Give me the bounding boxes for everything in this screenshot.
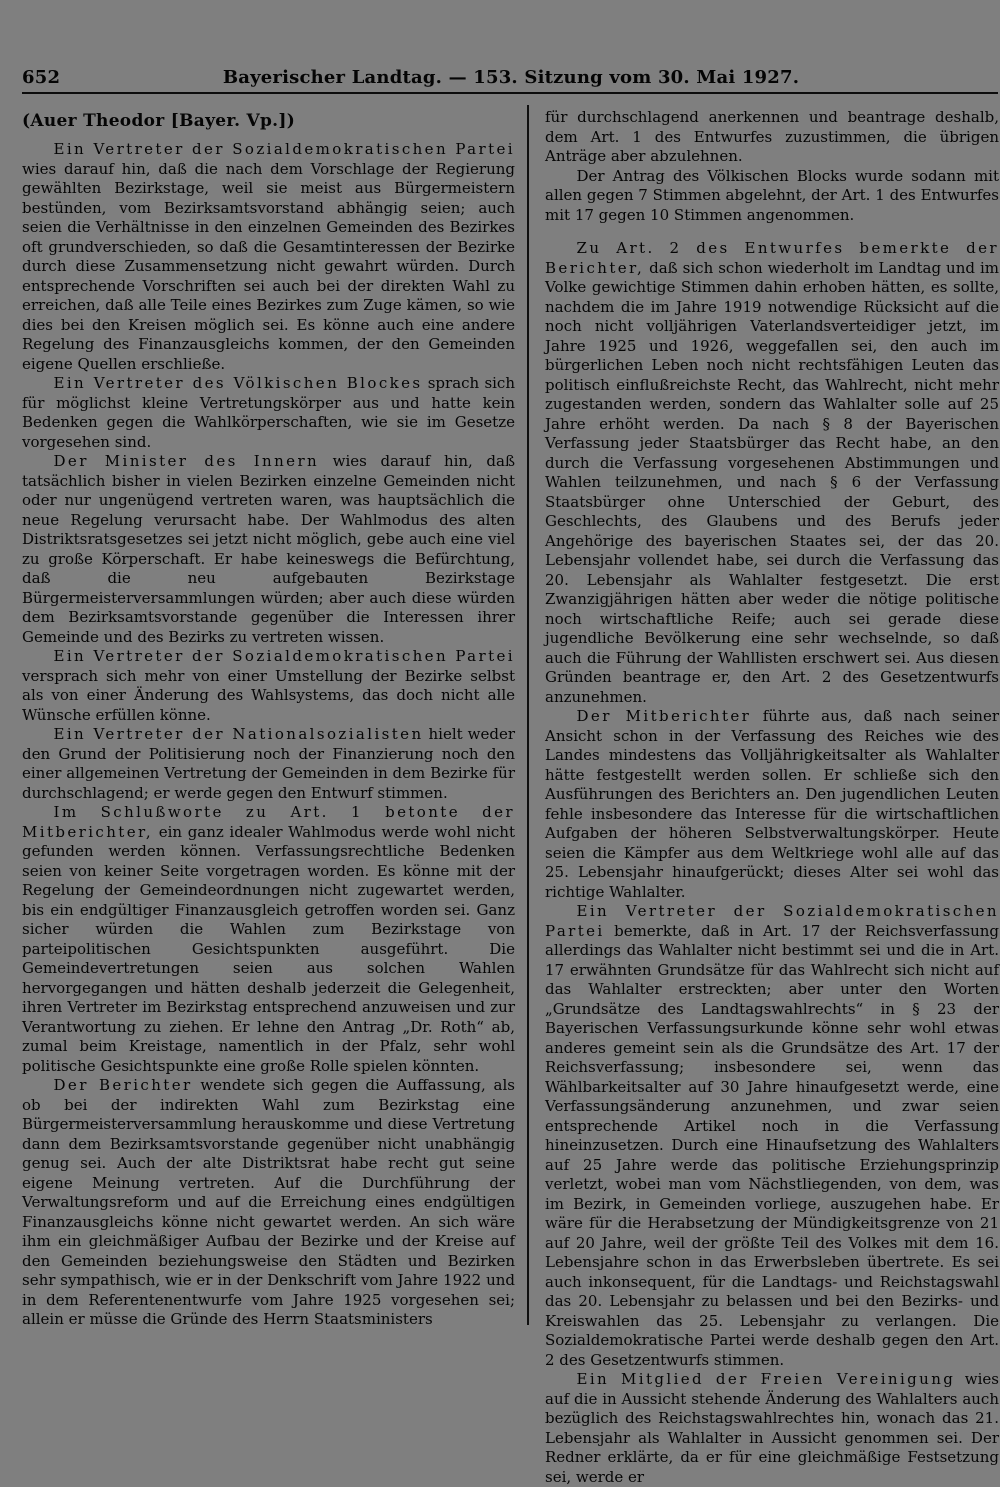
paragraph-text: bemerkte, daß in Art. 17 der Reichsverfassung allerdings das Wahlalter nicht bestimmt sei und die in Art. 17 erwähnten Grundsätze für das Wahlrecht sich nicht auf das Wahlalter erstreckten; aber unter den Worten „Grundsätze des Landtagswahlrechts“ in § 23 der Bayerischen Verfassungsurkunde könne sehr wohl etwas anderes gemeint sein als die Grundsätze des Art. 17 der Reichsverfassung; insbesondere sei, wenn das Wählbarkeitsalter auf 30 Jahre hinaufgesetzt werde, eine Verfassungsänderung anzunehmen, und zwar seien entsprechende Artikel noch in die Verfassung hineinzusetzen. Durch eine Hinaufsetzung des Wahlalters auf 25 Jahre werde das politische Erziehungsprinzip verletzt, wobei man vom Nächstliegenden, von dem, was im Bezirk, in Gemeinden vorliege, auszugehen habe. Er wäre für die Herabsetzung der Mündigkeitsgrenze von 21 auf 20 Jahre, weil der größte Teil des Volkes mit dem 16. Lebensjahre schon in das Erwerbsleben übertrete. Es sei auch inkonsequent, für die Landtags- und Reichstagswahl das 20. Lebensjahr zu belassen und bei den Bezirks- und Kreiswahlen das 25. Lebensjahr zu verlangen. Die Sozialdemokratische Partei werde deshalb gegen den Art. 2 des Gesetzentwurfs stimmen. xyxy=(545,921,999,1369)
paragraph-text: ein ganz idealer Wahlmodus werde wohl nicht gefunden werden können. Verfassungsrechtliche Bedenken seien von keiner Seite vorgetragen worden. Es könne mit der Regelung der Gemeindeordnungen nicht zugewartet werden, bis ein endgültiger Finanzausgleich getroffen worden sei. Ganz sicher würden die Wahlen zum Bezirkstage von parteipolitischen Gesichtspunkten ausgeführt. Die Gemeindevertretungen seien aus solchen Wahlen hervorgegangen und hätten deshalb jederzeit die Gelegenheit, ihren Vertreter im Bezirkstag entsprechend anzuweisen und zur Verantwortung zu ziehen. Er lehne den Antrag „Dr. Roth“ ab, zumal beim Kreistage, namentlich in der Pfalz, sehr wohl politische Gesichtspunkte eine große Rolle spielen könnten. xyxy=(22,822,515,1075)
paragraph-text: wendete sich gegen die Auffassung, als ob bei der indirekten Wahl zum Bezirkstag eine Bürgermeisterversammlung herauskomme und diese Vertretung dann dem Bezirksamtsvorstande gegenüber nicht unabhängig genug sei. Auch der alte Distriktsrat habe recht gut seine eigene Meinung vertreten. Auf die Durchführung der Verwaltungsreform und auf die Erreichung eines endgültigen Finanzausgleichs könne nicht gewartet werden. An sich wäre ihm ein gleichmäßiger Aufbau der Bezirke und der Kreise auf den Gemeinden beziehungsweise den Städten und Bezirken sehr sympathisch, wie er in der Denkschrift vom Jahre 1922 und in dem Referentenentwurfe vom Jahre 1925 vorgesehen sei; allein er müsse die Gründe des Herrn Staatsministers xyxy=(22,1076,515,1328)
paragraph xyxy=(22,1076,515,1330)
running-header xyxy=(22,62,1000,94)
paragraph-lead: Ein Vertreter der Sozialdemokratischen Partei xyxy=(53,647,515,665)
paragraph xyxy=(545,108,999,167)
header-rule xyxy=(22,92,998,94)
paragraph-text: wies darauf hin, daß tatsächlich bisher in vielen Bezirken einzelne Gemeinden nicht oder nur ungenügend vertreten waren, was hauptsächlich die neue Regelung verursacht habe. Der Wahlmodus des alten Distriktsratsgesetzes sei jetzt nicht möglich, gebe auch eine viel zu große Körperschaft. Er habe keineswegs die Befürchtung, daß die neu aufgebauten Bezirkstage Bürgermeisterversammlungen würden; aber auch diese würden dem Bezirksamtsvorstande gegenüber die Interessen ihrer Gemeinde und des Bezirks zu vertreten wissen. xyxy=(22,452,515,646)
paragraph-lead: Der Berichter xyxy=(53,1076,193,1094)
paragraph-lead: Ein Vertreter des Völkischen Blockes xyxy=(53,374,423,392)
paragraph xyxy=(22,452,515,647)
paragraph xyxy=(545,239,999,707)
paragraph-lead: Im Schlußworte zu Art. 1 betonte der Mitberichter, xyxy=(22,803,515,841)
paragraph-lead: Der Mitberichter xyxy=(576,707,752,725)
paragraph-lead: Ein Vertreter der Sozialdemokratischen Partei xyxy=(53,140,515,158)
paragraph-lead: Ein Vertreter der Nationalsozialisten xyxy=(53,725,424,743)
paragraph xyxy=(545,1370,999,1487)
left-paragraphs xyxy=(22,140,515,1330)
session-title: Bayerischer Landtag. — 153. Sitzung vom 30. Mai 1927. xyxy=(222,67,800,88)
paragraph-lead: Zu Art. 2 des Entwurfes bemerkte der Berichter, xyxy=(545,239,999,277)
paragraph-lead: Ein Mitglied der Freien Vereinigung xyxy=(576,1370,956,1388)
paragraph xyxy=(22,140,515,374)
paragraph-text: führte aus, daß nach seiner Ansicht schon in der Verfassung des Reiches wie des Landes mindestens das Volljährigkeitsalter als Wahlalter hätte festgestellt werden sollen. Er schließe sich den Ausführungen des Berichters an. Den jugendlichen Leuten fehle insbesondere das Interesse für die wirtschaftlichen Aufgaben der höheren Selbstverwaltungskörper. Heute seien die Kämpfer aus dem Weltkriege wohl alle auf das 25. Lebensjahr hinaufgerückt; dieses Alter sei wohl das richtige Wahlalter. xyxy=(545,707,999,901)
paragraph xyxy=(22,803,515,1076)
paragraph-text: wies auf die in Aussicht stehende Änderung des Wahlalters auch bezüglich des Reichstagswahlrechtes hin, wonach das 21. Lebensjahr als Wahlalter in Aussicht genommen sei. Der Redner erklärte, da er für eine gleichmäßige Festsetzung sei, werde er xyxy=(545,1370,999,1486)
paragraph-text: hielt weder den Grund der Politisierung noch der Finanzierung noch den einer allgemeinen Vertretung der Gemeinden in dem Bezirke für durchschlagend; er werde gegen den Entwurf stimmen. xyxy=(22,725,516,802)
paragraph-text: sprach sich für möglichst kleine Vertretungskörper aus und hatte kein Bedenken gegen die Wahlkörperschaften, wie sie im Gesetze vorgesehen sind. xyxy=(22,374,515,451)
left-column xyxy=(22,108,515,1330)
paragraph-text: daß sich schon wiederholt im Landtag und im Volke gewichtige Stimmen dahin erhoben hätten, es sollte, nachdem die im Jahre 1919 notwendige Rücksicht auf die noch nicht volljährigen Vaterlandsverteidiger jetzt, im Jahre 1925 und 1926, weggefallen sei, den auch im bürgerlichen Leben noch nicht rechtsfähigen Leuten das politisch einflußreichste Recht, das Wahlrecht, nicht mehr zugestanden werden, sondern das Wahlalter solle auf 25 Jahre erhöht werden. Da nach § 8 der Bayerischen Verfassung jeder Staatsbürger das Recht habe, an den durch die Verfassung vorgesehenen Abstimmungen und Wahlen teilzunehmen, und nach § 6 der Verfassung Staatsbürger ohne Unterschied der Geburt, des Geschlechts, des Glaubens und des Berufs jeder Angehörige des bayerischen Staates sei, der das 20. Lebensjahr vollendet habe, sei durch die Verfassung das 20. Lebensjahr als Wahlalter festgesetzt. Die erst Zwanzigjährigen hätten aber weder die nötige politische noch wirtschaftliche Reife; auch sei gerade diese jugendliche Bevölkerung eine sehr wechselnde, so daß auch die Führung der Wahllisten erschwert sei. Aus diesen Gründen beantrage er, den Art. 2 des Gesetzentwurfs anzunehmen. xyxy=(545,258,999,706)
page-number: 652 xyxy=(22,67,61,88)
paragraph xyxy=(22,374,515,452)
right-paragraphs xyxy=(545,108,999,1487)
paragraph-text: Der Antrag des Völkischen Blocks wurde sodann mit allen gegen 7 Stimmen abgelehnt, der Art. 1 des Entwurfes mit 17 gegen 10 Stimmen angenommen. xyxy=(545,166,999,224)
paragraph-lead: Der Minister des Innern xyxy=(53,452,320,470)
speaker-line: (Auer Theodor [Bayer. Vp.]) xyxy=(22,111,296,131)
paragraph xyxy=(22,647,515,725)
paragraph-lead: Ein Vertreter der Sozialdemokratischen Partei xyxy=(545,902,999,940)
paragraph-text: versprach sich mehr von einer Umstellung der Bezirke selbst als von einer Änderung des Wahlsystems, das doch nicht alle Wünsche erfüllen könne. xyxy=(22,666,515,724)
paragraph xyxy=(545,707,999,902)
paragraph xyxy=(22,725,515,803)
paragraph xyxy=(545,902,999,1370)
paragraph xyxy=(545,167,999,226)
paragraph-text: wies darauf hin, daß die nach dem Vorschlage der Regierung gewählten Bezirkstage, weil sie meist aus Bürgermeistern bestünden, vom Bezirksamtsvorstand abhängig seien; auch seien die Verhältnisse in den einzelnen Gemeinden des Bezirkes oft grundverschieden, so daß die Gesamtinteressen der Bezirke durch diese Zusammensetzung nicht gewahrt würden. Durch entsprechende Vorschriften sei auch bei der direkten Wahl zu erreichen, daß alle Teile eines Bezirkes zum Zuge kämen, so wie dies bei den Kreisen möglich sei. Es könne auch eine andere Regelung des Finanzausgleichs kommen, der den Gemeinden eigene Quellen erschließe. xyxy=(22,159,515,373)
column-divider xyxy=(527,105,529,1325)
paragraph-text: für durchschlagend anerkennen und beantrage deshalb, dem Art. 1 des Entwurfes zuzustimmen, die übrigen Anträge aber abzulehnen. xyxy=(545,108,999,165)
right-column xyxy=(545,108,999,1487)
